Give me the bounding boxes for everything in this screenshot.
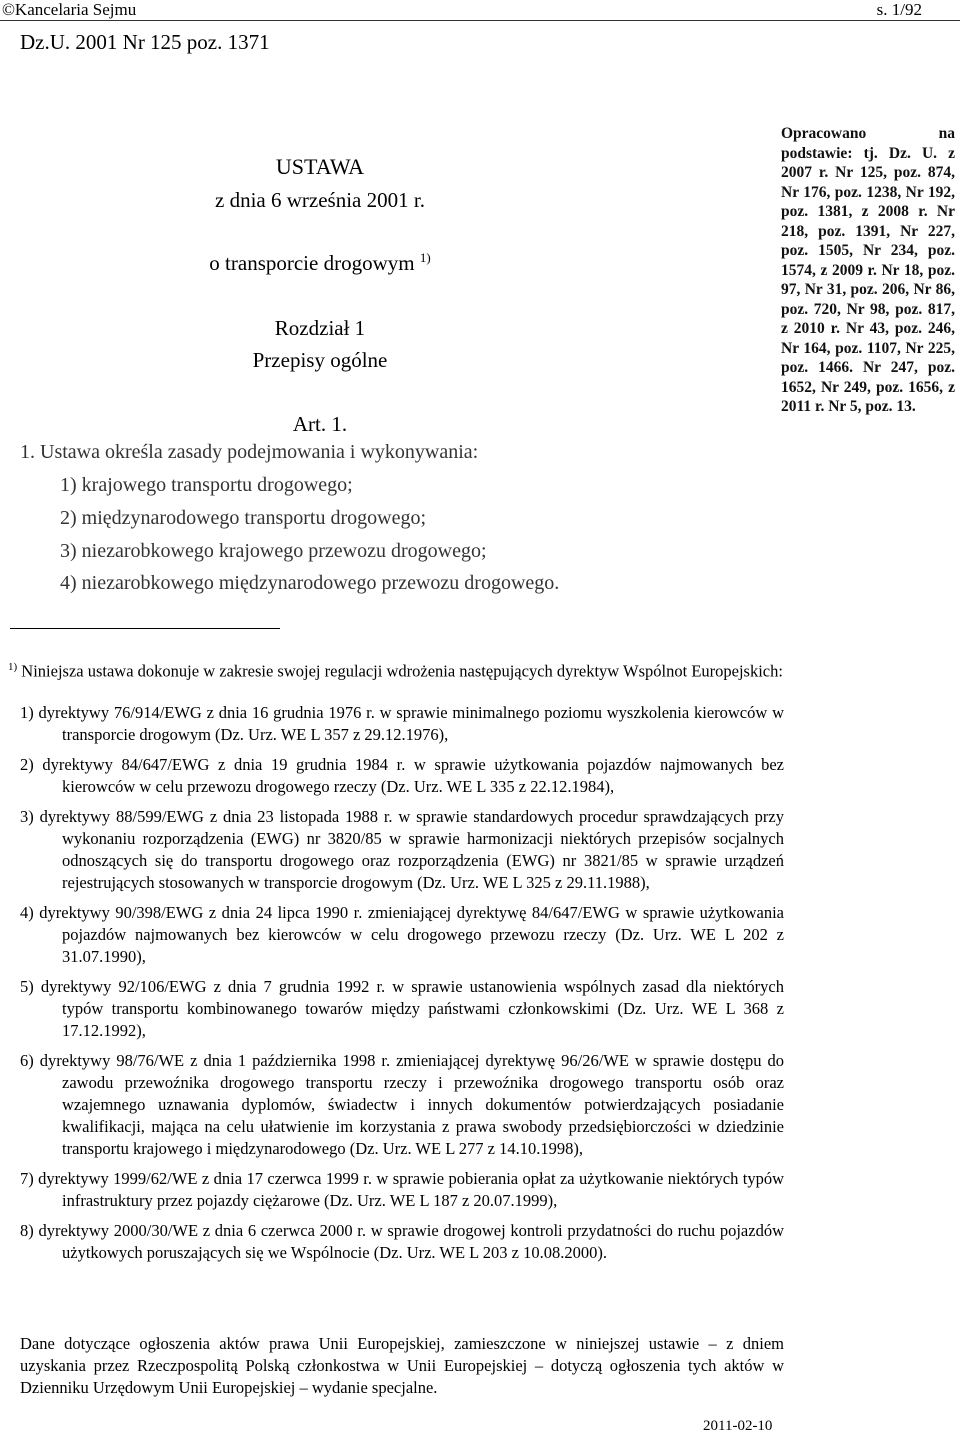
directive-item: 4) dyrektywy 90/398/EWG z dnia 24 lipca 1990 r. zmieniającej dyrektywę 84/647/EWG w sprawie użytkowania pojazdów najmowanych bez kierowców w celu drogowego przewozu rzeczy (Dz. Urz. WE L 202 z 31.07.1990), [20, 903, 784, 966]
footnote-intro [8, 656, 790, 683]
header-page-number: s. 1/92 [876, 0, 922, 19]
directive-item: 5) dyrektywy 92/106/EWG z dnia 7 grudnia 1992 r. w sprawie ustanowienia wspólnych zasad dla niektórych typów transportu kombinowanego towarów między państwami członkowskimi (Dz. Urz. WE L 368 z 17.12.1992), [20, 977, 784, 1040]
source-note: Opracowano na podstawie: tj. Dz. U. z 2007 r. Nr 125, poz. 874, Nr 176, poz. 1238, Nr 192, poz. 1381, z 2008 r. Nr 218, poz. 1391, Nr 227, poz. 1505, Nr 234, poz. 1574, z 2009 r. Nr 18, poz. 97, Nr 31, poz. 206, Nr 86, poz. 720, Nr 98, poz. 817, z 2010 r. Nr 43, poz. 246, Nr 164, poz. 1107, Nr 225, poz. 1466. Nr 247, poz. 1652, Nr 249, poz. 1656, z 2011 r. Nr 5, poz. 13. [781, 125, 955, 415]
act-subject [0, 250, 640, 276]
directive-item: 2) dyrektywy 84/647/EWG z dnia 19 grudnia 1984 r. w sprawie użytkowania pojazdów najmowanych bez kierowców w celu przewozu drogowego rzeczy (Dz. Urz. WE L 335 z 22.12.1984), [20, 755, 784, 796]
article-point: 3) niezarobkowego krajowego przewozu drogowego; [60, 540, 487, 562]
directive-item: 7) dyrektywy 1999/62/WE z dnia 17 czerwca 1999 r. w sprawie pobierania opłat za użytkowanie niektórych typów infrastruktury przez pojazdy ciężarowe (Dz. Urz. WE L 187 z 20.07.1999), [20, 1169, 784, 1210]
header-divider [0, 20, 960, 21]
act-subject-text: o transporcie drogowym [209, 251, 415, 275]
chapter-name: Przepisy ogólne [252, 348, 388, 372]
article-point: 2) międzynarodowego transportu drogowego; [60, 507, 427, 529]
footnote-intro-text: Niniejsza ustawa dokonuje w zakresie swojej regulacji wdrożenia następujących dyrektyw Wspólnot Europejskich: [21, 661, 783, 681]
footnote-divider [10, 628, 280, 629]
directive-item: 1) dyrektywy 76/914/EWG z dnia 16 grudnia 1976 r. w sprawie minimalnego poziomu wyszkolenia kierowców w transporcie drogowym (Dz. Urz. WE L 357 z 29.12.1976), [20, 703, 784, 744]
footnote-closing: Dane dotyczące ogłoszenia aktów prawa Unii Europejskiej, zamieszczone w niniejszej ustawie – z dniem uzyskania przez Rzeczpospolitą Polską członkostwa w Unii Europejskiej – dotyczą ogłoszenia tych aktów w Dzienniku Urzędowym Unii Europejskiej – wydanie specjalne. [20, 1334, 784, 1397]
directive-item: 8) dyrektywy 2000/30/WE z dnia 6 czerwca 2000 r. w sprawie drogowej kontroli przydatności do ruchu pojazdów użytkowych poruszających się we Wspólnocie (Dz. Urz. WE L 203 z 10.08.2000). [20, 1221, 784, 1262]
act-date: z dnia 6 września 2001 r. [215, 188, 425, 212]
chapter-number: Rozdział 1 [274, 316, 366, 340]
article-paragraph: 1. Ustawa określa zasady podejmowania i wykonywania: [20, 441, 479, 463]
doc-reference: Dz.U. 2001 Nr 125 poz. 1371 [20, 30, 270, 54]
article-label: Art. 1. [292, 412, 348, 436]
article-point: 4) niezarobkowego międzynarodowego przewozu drogowego. [60, 572, 560, 594]
act-type: USTAWA [275, 154, 365, 179]
footer-date: 2011-02-10 [703, 1418, 773, 1434]
directive-item: 6) dyrektywy 98/76/WE z dnia 1 października 1998 r. zmieniającej dyrektywę 96/26/WE w sprawie dostępu do zawodu przewoźnika drogowego transportu rzeczy i przewoźnika drogowego transportu osób oraz wzajemnego uznawania dyplomów, świadectw i innych dokumentów potwierdzających posiadanie kwalifikacji, mająca na celu ułatwienie im korzystania z prawa swobody przedsiębiorczości w dziedzinie transportu krajowego i międzynarodowego (Dz. Urz. WE L 277 z 14.10.1998), [20, 1051, 784, 1158]
footnote-marker: 1) [8, 661, 18, 673]
header-source: ©Kancelaria Sejmu [2, 0, 137, 19]
directive-item: 3) dyrektywy 88/599/EWG z dnia 23 listopada 1988 r. w sprawie standardowych procedur sprawdzających przy wykonaniu rozporządzenia (EWG) nr 3820/85 w sprawie harmonizacji niektórych przepisów socjalnych odnoszących się do transportu drogowego oraz rozporządzenia (EWG) nr 3821/85 w sprawie urządzeń rejestrujących stosowanych w transporcie drogowym (Dz. Urz. WE L 325 z 29.11.1988), [20, 807, 784, 892]
footnote-ref[interactable]: 1) [419, 250, 431, 265]
directive-list [20, 702, 784, 1272]
article-point: 1) krajowego transportu drogowego; [60, 474, 353, 496]
